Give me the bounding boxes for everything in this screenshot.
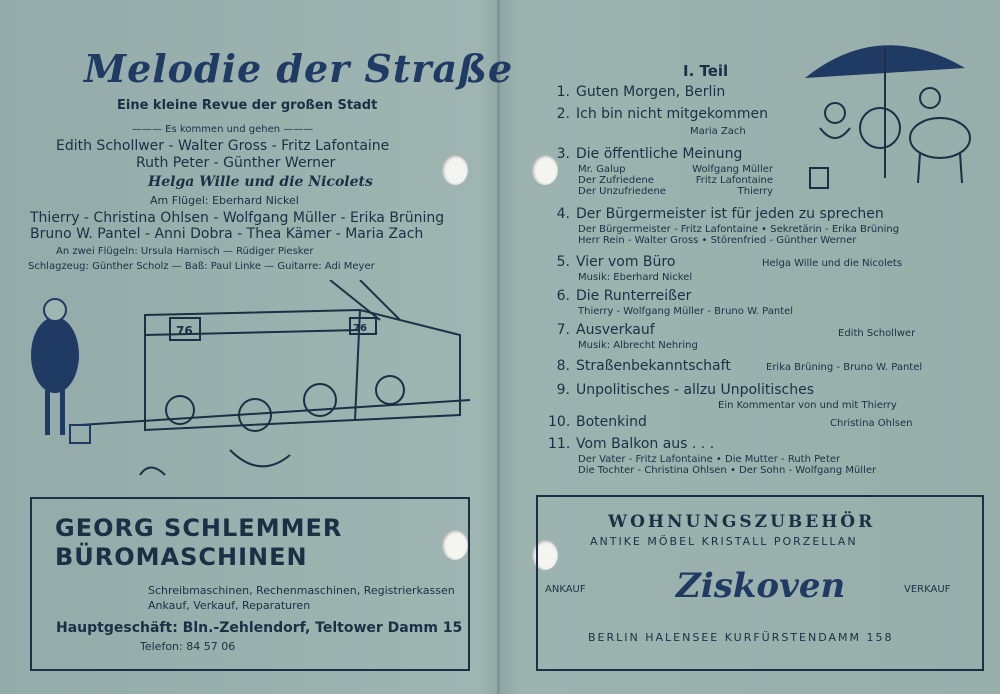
program-title: Die Runterreißer [576,288,692,304]
tram-illustration [20,280,480,490]
cast-line: Thierry - Christina Ohlsen - Wolfgang Müller - Erika Brüning [30,210,445,226]
tram-route-number: 76 [176,324,193,338]
ad-subtitle: ANTIKE MÖBEL KRISTALL PORZELLAN [590,535,858,548]
revue-subtitle: Eine kleine Revue der großen Stadt [117,98,378,113]
program-title: Unpolitisches - allzu Unpolitisches [576,382,814,398]
program-title: Botenkind [576,414,647,430]
tram-route-number: 76 [353,323,367,334]
program-title: Ich bin nicht mitgekommen [576,106,768,122]
cast-intro: ——— Es kommen und gehen ——— [132,124,314,135]
program-title: Vier vom Büro [576,254,676,270]
ad-address: BERLIN HALENSEE KURFÜRSTENDAMM 158 [588,631,894,644]
program-credit-line: Der Bürgermeister - Fritz Lafontaine • Sekretärin - Erika Brüning [578,224,900,235]
role-actor: Fritz Lafontaine [695,175,773,186]
musicians-credit: Schlagzeug: Günther Scholz — Baß: Paul Linke — Guitarre: Adi Meyer [28,261,375,272]
program-credit-line: Thierry - Wolfgang Müller - Bruno W. Pantel [578,306,794,317]
program-number: 7. [556,322,570,338]
role-actor: Thierry [737,186,773,197]
music-credit: Musik: Eberhard Nickel [578,272,693,283]
center-fold [497,0,500,694]
pianist-credit: Am Flügel: Eberhard Nickel [150,194,299,207]
program-title: Der Bürgermeister ist für jeden zu sprechen [576,206,884,222]
program-title: Vom Balkon aus . . . [576,436,715,452]
role-name: Der Zufriedene [578,175,654,186]
ad-buy-label: ANKAUF [545,584,586,595]
program-title: Guten Morgen, Berlin [576,84,726,100]
program-credit-line: Der Vater - Fritz Lafontaine • Die Mutter - Ruth Peter [578,454,841,465]
ad-description: Schreibmaschinen, Rechenmaschinen, Registrierkassen [148,584,455,597]
group-name: Helga Wille und die Nicolets [148,174,373,190]
ad-company-type: BÜROMASCHINEN [55,543,308,571]
role-name: Der Unzufriedene [578,186,666,197]
program-number: 9. [556,382,570,398]
ad-address: Hauptgeschäft: Bln.-Zehlendorf, Teltower Damm 15 [56,620,463,636]
part-title: I. Teil [683,62,729,80]
program-credit: Helga Wille und die Nicolets [762,258,903,269]
music-credit: Musik: Albrecht Nehring [578,340,698,351]
program-number: 8. [556,358,570,374]
program-title: Die öffentliche Meinung [576,146,743,162]
punch-hole [442,155,468,185]
ad-title: WOHNUNGSZUBEHÖR [608,512,876,532]
role-actor: Wolfgang Müller [692,164,773,175]
program-credit-line: Herr Rein - Walter Gross • Störenfried - Günther Werner [578,235,857,246]
program-credit-line: Ein Kommentar von und mit Thierry [718,400,897,411]
cast-line: Ruth Peter - Günther Werner [136,155,336,171]
program-number: 1. [556,84,570,100]
program-number: 3. [556,146,570,162]
program-credit: Edith Schollwer [838,328,916,339]
cast-line: Edith Schollwer - Walter Gross - Fritz Lafontaine [56,138,390,154]
program-title: Ausverkauf [576,322,655,338]
street-vendor-illustration [790,28,990,198]
musicians-credit: An zwei Flügeln: Ursula Harnisch — Rüdiger Piesker [56,246,314,257]
ad-phone: Telefon: 84 57 06 [140,640,236,653]
program-credit: Erika Brüning - Bruno W. Pantel [766,362,923,373]
ad-sell-label: VERKAUF [904,584,951,595]
program-title: Straßenbekanntschaft [576,358,731,374]
ad-logo: Ziskoven [676,566,846,606]
program-credit: Christina Ohlsen [830,418,913,429]
ad-company-name: GEORG SCHLEMMER [55,514,343,542]
role-name: Mr. Galup [578,164,626,175]
program-number: 5. [556,254,570,270]
program-number: 2. [556,106,570,122]
program-number: 4. [556,206,570,222]
program-number: 11. [548,436,571,452]
cast-line: Bruno W. Pantel - Anni Dobra - Thea Kämer - Maria Zach [30,226,424,242]
program-number: 10. [548,414,571,430]
program-number: 6. [556,288,570,304]
program-credit-line: Die Tochter - Christina Ohlsen • Der Sohn - Wolfgang Müller [578,465,877,476]
program-credit: Maria Zach [690,126,746,137]
ad-description: Ankauf, Verkauf, Reparaturen [148,599,311,612]
revue-title: Melodie der Straße [84,46,514,91]
